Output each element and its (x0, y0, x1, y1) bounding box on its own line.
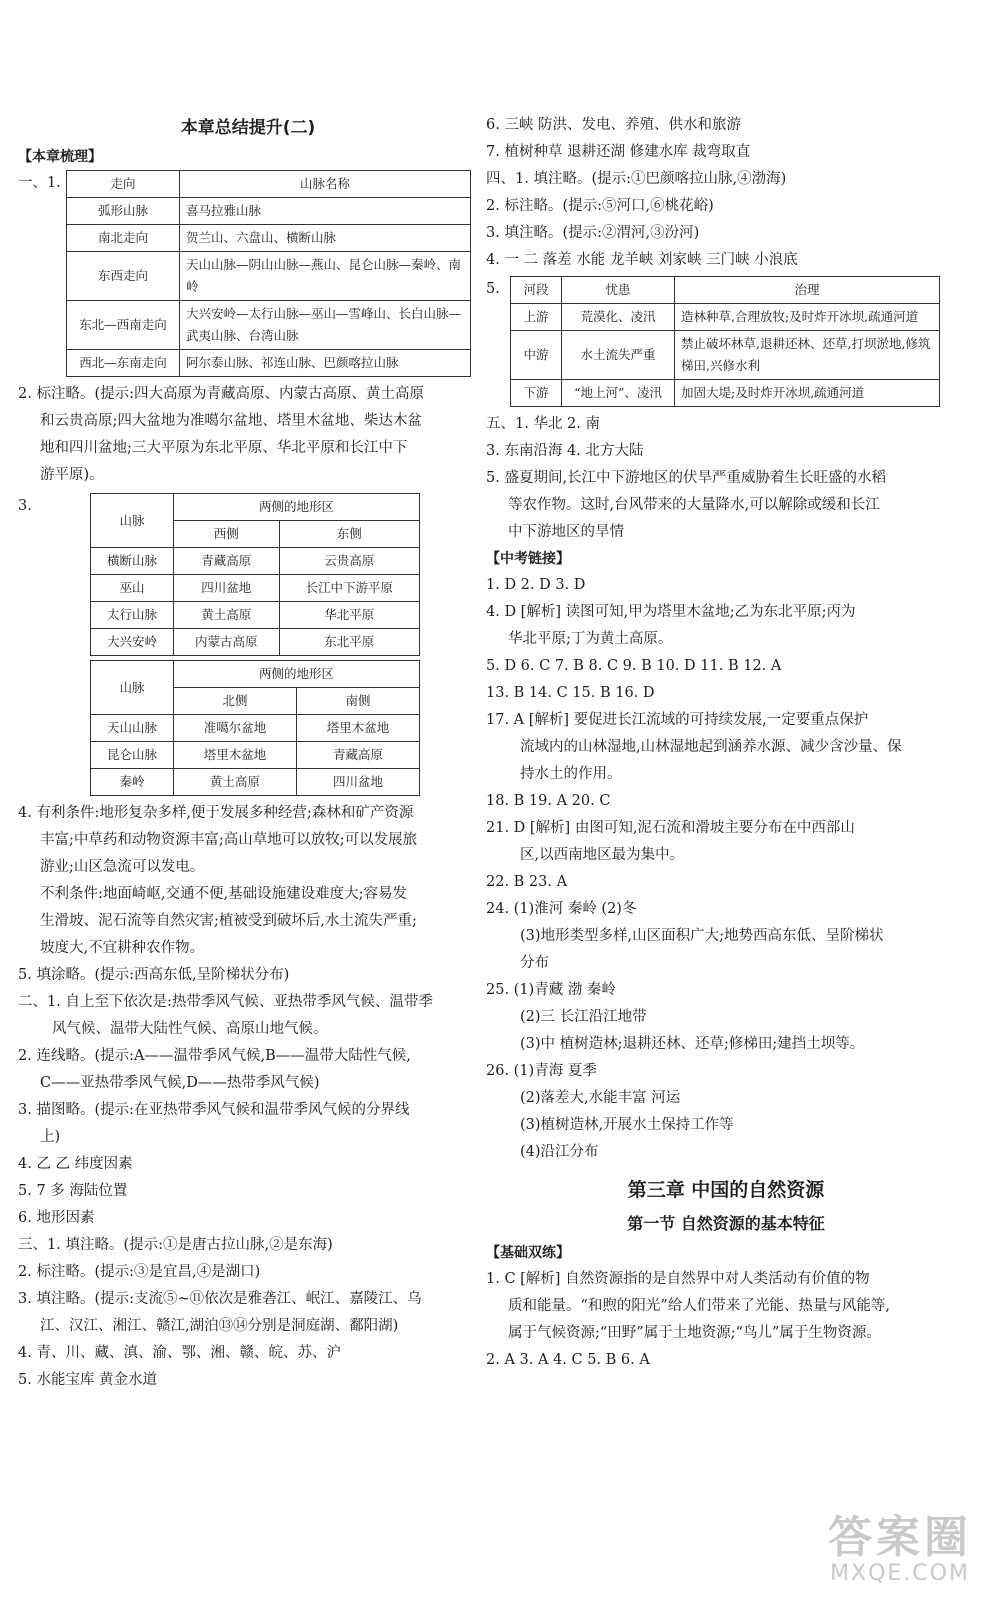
question-number: 5. (486, 281, 500, 297)
table-cell: 阿尔泰山脉、祁连山脉、巴颜喀拉山脉 (180, 350, 471, 377)
table-cell: 横断山脉 (91, 548, 174, 575)
text-line: 江、汉江、湘江、赣江,湖泊⑬⑭分别是洞庭湖、鄱阳湖) (40, 1318, 399, 1334)
text-line: 17. A [解析] 要促进长江流域的可持续发展,一定要重点保护 (486, 712, 869, 728)
table-cell: 禁止破坏林草,退耕还林、还草,打坝淤地,修筑梯田,兴修水利 (675, 331, 940, 380)
table-header: 山脉 (91, 494, 174, 548)
table-cell: 大兴安岭—太行山脉—巫山—雪峰山、长白山脉—武夷山脉、台湾山脉 (180, 301, 471, 350)
table-cell: 喜马拉雅山脉 (180, 198, 471, 225)
text-line: 4. D [解析] 读图可知,甲为塔里木盆地;乙为东北平原;丙为 (486, 604, 856, 620)
text-line: 21. D [解析] 由图可知,泥石流和滑坡主要分布在中西部山 (486, 820, 855, 836)
text-line: 13. B 14. C 15. B 16. D (486, 685, 655, 701)
text-line: 三、1. 填注略。(提示:①是唐古拉山脉,②是东海) (18, 1237, 333, 1253)
terrain-tables (90, 493, 420, 796)
text-line: 坡度大,不宜耕种农作物。 (40, 940, 205, 956)
text-line: 分布 (520, 955, 549, 971)
table-row (91, 575, 420, 602)
text-line: 2. A 3. A 4. C 5. B 6. A (486, 1352, 650, 1368)
table-cell: 四川盆地 (297, 769, 420, 796)
text-line: (3)植树造林,开展水土保持工作等 (520, 1117, 734, 1133)
table-cell: 长江中下游平原 (279, 575, 419, 602)
table-header: 东侧 (279, 521, 419, 548)
table-cell: 天山山脉 (91, 715, 174, 742)
watermark-logo-text: 答案圈 (828, 1512, 972, 1563)
right-column (486, 112, 966, 1374)
table-cell: 荒漠化、凌汛 (562, 304, 675, 331)
table-cell: 中游 (511, 331, 562, 380)
basic-practice-answers (486, 1266, 966, 1374)
table-header: 忧患 (562, 277, 675, 304)
text-line: 18. B 19. A 20. C (486, 793, 611, 809)
table-header: 河段 (511, 277, 562, 304)
text-line: 5. 盛夏期间,长江中下游地区的伏旱严重威胁着生长旺盛的水稻 (486, 470, 887, 486)
table-row (67, 252, 471, 301)
text-line: 22. B 23. A (486, 874, 568, 890)
text-line: 4. 乙 乙 纬度因素 (18, 1156, 133, 1172)
yellow-river-table (510, 276, 940, 407)
text-line: 3. 描图略。(提示:在亚热带季风气候和温带季风气候的分界线 (18, 1102, 410, 1118)
table-cell: “地上河”、凌汛 (562, 380, 675, 407)
text-line: 25. (1)青藏 渤 秦岭 (486, 982, 616, 998)
text-line: 1. C [解析] 自然资源指的是自然界中对人类活动有价值的物 (486, 1271, 870, 1287)
table-row (511, 304, 940, 331)
text-line: 质和能量。“和煦的阳光”给人们带来了光能、热量与风能等, (508, 1298, 890, 1314)
text-line: 等农作物。这时,台风带来的大量降水,可以解除或缓和长江 (508, 497, 880, 513)
text-line: 3. 填注略。(提示:②渭河,③汾河) (486, 225, 700, 241)
table-cell: 准噶尔盆地 (174, 715, 297, 742)
question-2 (18, 381, 478, 489)
table-cell: 青藏高原 (174, 548, 280, 575)
text-line: 26. (1)青海 夏季 (486, 1063, 597, 1079)
table-cell: 云贵高原 (279, 548, 419, 575)
table-cell: 塔里木盆地 (174, 742, 297, 769)
question-4 (18, 800, 478, 962)
table-row (67, 225, 471, 252)
text-line: 6. 三峡 防洪、发电、养殖、供水和旅游 (486, 117, 742, 133)
table-row (91, 715, 420, 742)
table-row (511, 380, 940, 407)
table-cell: 水土流失严重 (562, 331, 675, 380)
watermark (828, 1512, 972, 1586)
table-cell: 贺兰山、六盘山、横断山脉 (180, 225, 471, 252)
table-cell: 南北走向 (67, 225, 180, 252)
table-cell: 内蒙古高原 (174, 629, 280, 656)
chapter-title: 第三章 中国的自然资源 (627, 1179, 825, 1201)
question-5-block (486, 276, 966, 407)
remaining-answers (18, 962, 478, 1394)
text-line: 二、1. 自上至下依次是:热带季风气候、亚热带季风气候、温带季 (18, 994, 433, 1010)
table-row (511, 331, 940, 380)
table-cell: 塔里木盆地 (297, 715, 420, 742)
table-cell: 太行山脉 (91, 602, 174, 629)
text-line: 上) (40, 1129, 61, 1145)
text-line: 五、1. 华北 2. 南 (486, 416, 600, 432)
table-row (91, 548, 420, 575)
text-line: 2. 标注略。(提示:⑤河口,⑥桃花峪) (486, 198, 714, 214)
table-cell: 东北平原 (279, 629, 419, 656)
section-header: 【中考链接】 (486, 551, 570, 567)
table-cell: 黄土高原 (174, 602, 280, 629)
text-line: 和云贵高原;四大盆地为准噶尔盆地、塔里木盆地、柴达木盆 (40, 413, 422, 429)
table-header: 两侧的地形区 (174, 494, 420, 521)
table-cell: 巫山 (91, 575, 174, 602)
table-cell: 青藏高原 (297, 742, 420, 769)
text-line: (4)沿江分布 (520, 1144, 599, 1160)
section-4-answers (486, 112, 966, 274)
text-line: 3. 东南沿海 4. 北方大陆 (486, 443, 644, 459)
text-line: C——亚热带季风气候,D——热带季风气候) (40, 1075, 320, 1091)
table-header: 治理 (675, 277, 940, 304)
text-line: (3)地形类型多样,山区面积广大;地势西高东低、呈阶梯状 (520, 928, 884, 944)
text-line: 5. 填涂略。(提示:西高东低,呈阶梯状分布) (18, 967, 290, 983)
text-line: (3)中 植树造林;退耕还林、还草;修梯田;建挡土坝等。 (520, 1036, 865, 1052)
section-header: 【基础双练】 (486, 1245, 570, 1261)
section-header: 【本章梳理】 (18, 149, 102, 165)
question-number: 一、1. (18, 175, 61, 191)
text-line: 2. 标注略。(提示:四大高原为青藏高原、内蒙古高原、黄土高原 (18, 386, 424, 402)
text-line: 5. 水能宝库 黄金水道 (18, 1372, 158, 1388)
table-cell: 加固大堤;及时炸开冰坝,疏通河道 (675, 380, 940, 407)
table-cell: 弧形山脉 (67, 198, 180, 225)
text-line: 7. 植树种草 退耕还湖 修建水库 裁弯取直 (486, 144, 751, 160)
text-line: 四、1. 填注略。(提示:①巴颜喀拉山脉,④渤海) (486, 171, 787, 187)
text-line: 持水土的作用。 (520, 766, 622, 782)
table-cell: 东北—西南走向 (67, 301, 180, 350)
page-title: 本章总结提升(二) (180, 118, 316, 138)
left-column (18, 112, 478, 1394)
table-cell: 秦岭 (91, 769, 174, 796)
table-cell: 下游 (511, 380, 562, 407)
text-line: 生滑坡、泥石流等自然灾害;植被受到破坏后,水土流失严重; (40, 913, 417, 929)
text-line: 流域内的山林湿地,山林湿地起到涵养水源、减少含沙量、保 (520, 739, 902, 755)
text-line: 4. 有利条件:地形复杂多样,便于发展多种经营;森林和矿产资源 (18, 805, 414, 821)
mountain-direction-table (66, 170, 471, 377)
question-1-block (18, 170, 478, 377)
text-line: 1. D 2. D 3. D (486, 577, 586, 593)
text-line: 属于气候资源;“田野”属于土地资源;“鸟儿”属于生物资源。 (508, 1325, 881, 1341)
text-line: 6. 地形因素 (18, 1210, 95, 1226)
table-row (91, 769, 420, 796)
text-line: 中下游地区的旱情 (508, 524, 624, 540)
question-3-block (18, 493, 478, 796)
text-line: 游业;山区急流可以发电。 (40, 859, 205, 875)
text-line: 区,以西南地区最为集中。 (520, 847, 685, 863)
text-line: 丰富;中草药和动物资源丰富;高山草地可以放牧;可以发展旅 (40, 832, 418, 848)
text-line: 5. D 6. C 7. B 8. C 9. B 10. D 11. B 12. A (486, 658, 782, 674)
west-east-terrain-table (90, 493, 420, 656)
table-cell: 西北—东南走向 (67, 350, 180, 377)
table-row (67, 198, 471, 225)
question-number: 3. (18, 498, 32, 514)
table-cell: 东西走向 (67, 252, 180, 301)
table-cell: 黄土高原 (174, 769, 297, 796)
table-cell: 昆仑山脉 (91, 742, 174, 769)
table-row (67, 301, 471, 350)
text-line: 3. 填注略。(提示:支流⑤~⑪依次是雅砻江、岷江、嘉陵江、乌 (18, 1291, 422, 1307)
text-line: 4. 青、川、藏、滇、渝、鄂、湘、赣、皖、苏、沪 (18, 1345, 341, 1361)
table-header: 山脉名称 (180, 171, 471, 198)
table-row (67, 350, 471, 377)
table-header: 两侧的地形区 (174, 661, 420, 688)
table-cell: 造林种草,合理放牧;及时炸开冰坝,疏通河道 (675, 304, 940, 331)
text-line: (2)落差大,水能丰富 河运 (520, 1090, 681, 1106)
table-cell: 天山山脉—阴山山脉—燕山、昆仑山脉—秦岭、南岭 (180, 252, 471, 301)
text-line: 2. 连线略。(提示:A——温带季风气候,B——温带大陆性气候, (18, 1048, 411, 1064)
table-row (91, 602, 420, 629)
text-line: 5. 7 多 海陆位置 (18, 1183, 128, 1199)
table-header: 西侧 (174, 521, 280, 548)
section-title: 第一节 自然资源的基本特征 (627, 1214, 825, 1233)
table-header: 北侧 (174, 688, 297, 715)
text-line: 24. (1)淮河 秦岭 (2)冬 (486, 901, 637, 917)
table-cell: 华北平原 (279, 602, 419, 629)
table-header: 走向 (67, 171, 180, 198)
text-line: 2. 标注略。(提示:③是宜昌,④是湖口) (18, 1264, 261, 1280)
table-row (91, 742, 420, 769)
text-line: 不利条件:地面崎岖,交通不便,基础设施建设难度大;容易发 (40, 886, 407, 902)
table-cell: 上游 (511, 304, 562, 331)
text-line: 地和四川盆地;三大平原为东北平原、华北平原和长江中下 (40, 440, 408, 456)
section-5-answers (486, 411, 966, 546)
table-cell: 四川盆地 (174, 575, 280, 602)
text-line: 风气候、温带大陆性气候、高原山地气候。 (52, 1021, 328, 1037)
table-cell: 大兴安岭 (91, 629, 174, 656)
north-south-terrain-table (90, 660, 420, 796)
watermark-url: MXQE.COM (830, 1561, 970, 1586)
text-line: 4. 一 二 落差 水能 龙羊峡 刘家峡 三门峡 小浪底 (486, 252, 798, 268)
text-line: 华北平原;丁为黄土高原。 (508, 631, 673, 647)
table-row (91, 629, 420, 656)
table-header: 山脉 (91, 661, 174, 715)
text-line: (2)三 长江沿江地带 (520, 1009, 647, 1025)
exam-link-answers (486, 572, 966, 1166)
text-line: 游平原)。 (40, 467, 104, 483)
table-header: 南侧 (297, 688, 420, 715)
